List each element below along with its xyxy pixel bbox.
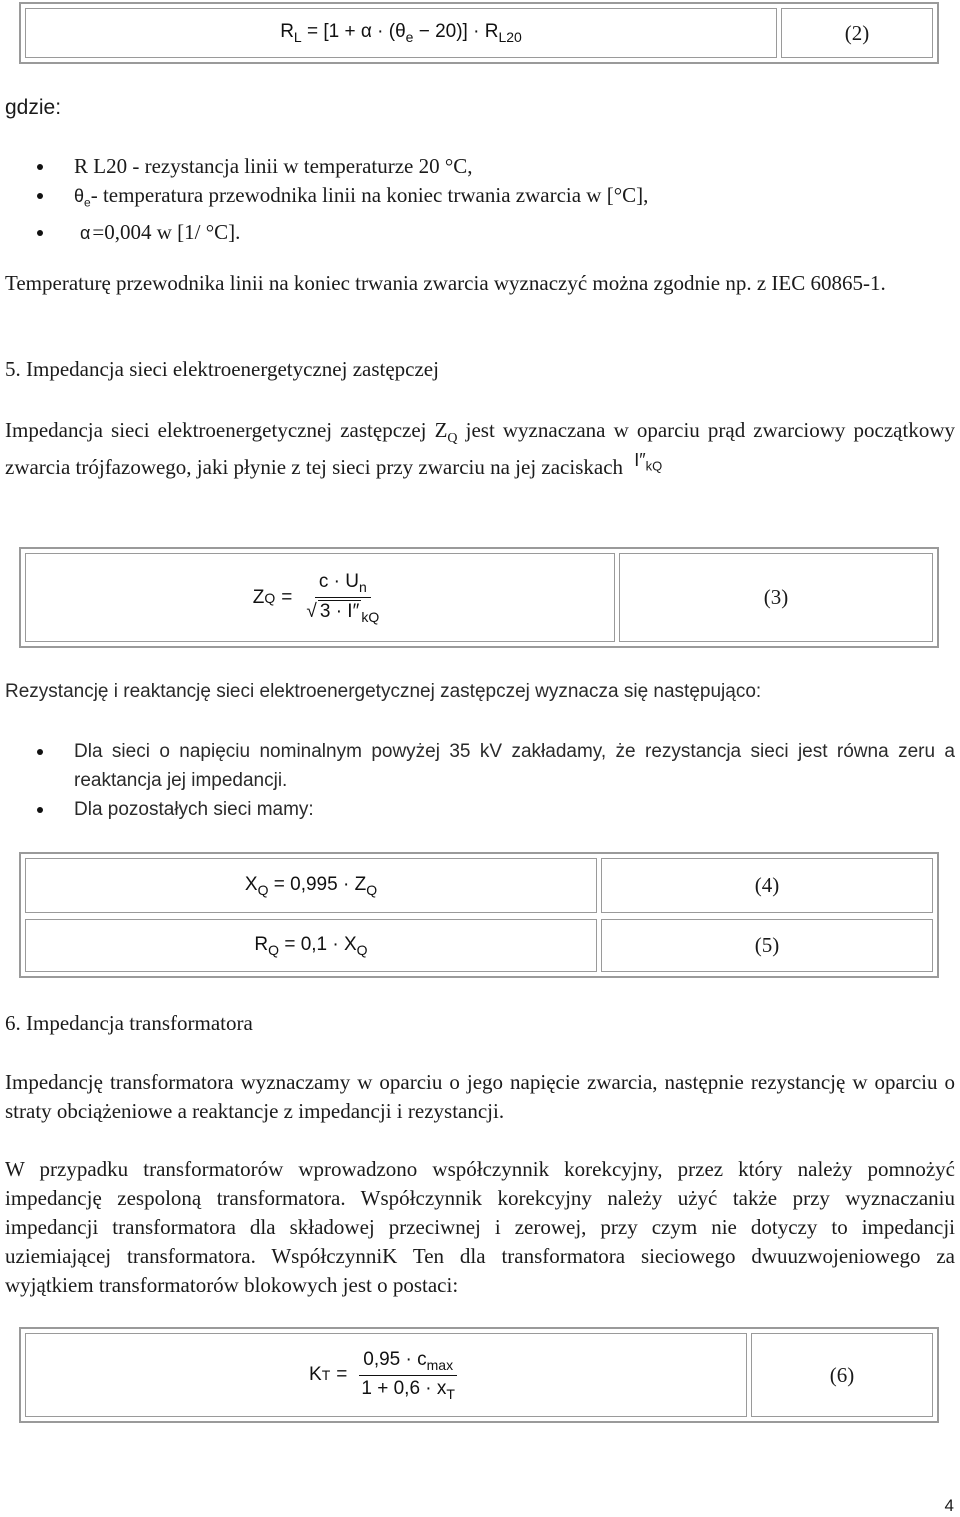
section-6-heading: 6. Impedancja transformatora — [5, 1011, 253, 1035]
equation-3-formula-cell — [25, 553, 615, 642]
equation-6-number: (6) — [751, 1333, 933, 1417]
list-item: Dla pozostałych sieci mamy: — [0, 795, 955, 824]
equation-2-formula: $R_L = [1 + \alpha \cdot (\theta_e - 20)] \cdot R_{L20}$ — [280, 21, 522, 45]
equation-6-table — [19, 1327, 939, 1423]
theta-symbol: $\theta_e$ — [74, 186, 91, 210]
list-item: α=0,004 w [1/ °C]. — [0, 218, 940, 248]
page-number: 4 — [944, 1496, 954, 1515]
paragraph-6a: Impedancję transformatora wyznaczamy w oparciu o jego napięcie zwarcia, następnie rezystancję w oparciu o straty obciążeniowe a reaktancje z impedancji i rezystancji. — [5, 1070, 955, 1123]
equation-2-formula-cell — [25, 8, 777, 58]
paragraph-rezystancje: Rezystancję i reaktancję sieci elektroenergetycznej zastępczej wyznacza się następująco: — [5, 681, 762, 702]
alpha-symbol: α — [80, 222, 91, 243]
list-item: $\theta_e-$ temperatura przewodnika linii na koniec trwania zwarcia w [°C], — [0, 181, 940, 218]
equation-3-table — [19, 547, 939, 648]
equation-4-formula-cell — [25, 858, 597, 913]
list-item: Dla sieci o napięciu nominalnym powyżej 35 kV zakładamy, że rezystancja sieci jest równa zeru a reaktancja jej impedancji. — [0, 737, 955, 795]
section-5-heading: 5. Impedancja sieci elektroenergetycznej zastępczej — [5, 357, 439, 381]
equations-4-5-table — [19, 852, 939, 978]
equation-3-formula: Z Q = $\frac{c \cdot U_n}{√ 3 \cdot I'' _{kQ}}$ — [252, 570, 380, 625]
definitions-list — [0, 152, 940, 248]
equation-4-number: (4) — [601, 858, 933, 913]
paragraph-temperature: Temperaturę przewodnika linii na koniec trwania zwarcia wyznaczyć można zgodnie np. z IEC 60865-1. — [5, 271, 886, 295]
equation-5-formula: $R_Q = 0,1 \cdot X_Q$ — [254, 933, 368, 958]
equation-6-formula: K T = $\frac{0,95 \cdot c_{max}}{1 + 0,6 \cdot x_T}$ — [309, 1349, 463, 1402]
paragraph-section-5: Impedancja sieci elektroenergetycznej zastępczej $Z_Q$ jest wyznaczana w oparciu prąd zwarciowy początkowy zwarcia trójfazowego, jaki płynie z tej sieci przy zwarciu na jej zaciskach $I''_{kQ}$ — [5, 418, 955, 480]
ik-symbol: $I''_{kQ}$ — [634, 450, 663, 474]
equation-2-number: (2) — [781, 8, 933, 58]
equation-6-formula-cell — [25, 1333, 747, 1417]
equation-4-formula: $X_Q = 0,995 \cdot Z_Q$ — [244, 873, 378, 898]
section-5-bullets — [0, 737, 955, 824]
gdzie-label: gdzie: — [5, 96, 62, 119]
equation-2-table — [19, 2, 939, 64]
equation-3-number: (3) — [619, 553, 933, 642]
equation-5-number: (5) — [601, 919, 933, 972]
paragraph-6b: W przypadku transformatorów wprowadzono współczynnik korekcyjny, przez który należy pomnożyć impedancję zespoloną transformatora. Współczynnik korekcyjny należy użyć także przy wyznaczaniu impedancji transformatora dla składowej przeciwnej i zerowej, przy czym nie dotyczy to impedancji uziemiającej transformatora. WspółczynniK Ten dla transformatora sieciowego dwuuzwojeniowego za wyjątkiem transformatorów blokowych jest o postaci: — [5, 1157, 955, 1297]
equation-5-formula-cell — [25, 919, 597, 972]
list-item: R L20 - rezystancja linii w temperaturze 20 °C, — [0, 152, 940, 181]
